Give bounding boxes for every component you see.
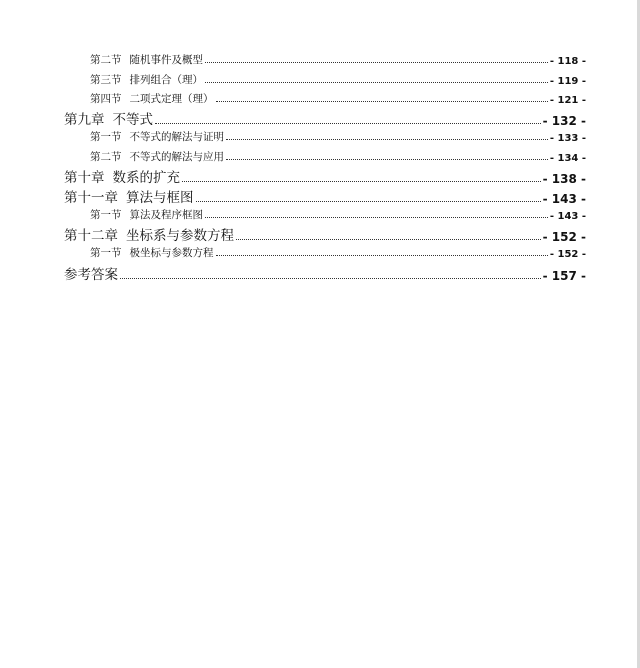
dot-leader <box>236 238 541 240</box>
toc-entry-title: 排列组合（理） <box>129 74 203 86</box>
toc-entry-page: - 133 - <box>549 133 586 144</box>
toc-entry-number: 第二节 <box>90 54 122 66</box>
toc-chapter-number: 第十章 <box>64 170 105 186</box>
toc-chapter[interactable] <box>64 263 586 283</box>
toc-chapter-number: 第十一章 <box>64 190 118 206</box>
toc-entry-title: 二项式定理（理） <box>129 93 214 105</box>
dot-leader <box>205 81 548 83</box>
toc-chapter-page: - 152 - <box>542 230 586 244</box>
toc-chapter-title: 算法与框图 <box>126 190 194 206</box>
toc-entry-page: - 134 - <box>549 153 586 164</box>
toc-entry-title: 不等式的解法与应用 <box>129 151 224 163</box>
toc-entry-title: 算法及程序框图 <box>129 209 203 221</box>
toc-chapter-title: 坐标系与参数方程 <box>126 228 234 244</box>
dot-leader <box>182 180 541 182</box>
toc-entry-number: 第一节 <box>90 209 122 221</box>
toc-entry[interactable] <box>90 91 586 106</box>
toc-entry-number: 第三节 <box>90 74 122 86</box>
toc-entry[interactable] <box>90 52 586 67</box>
dot-leader <box>226 138 548 140</box>
toc-chapter-page: - 157 - <box>542 269 586 283</box>
toc-chapter-number: 参考答案 <box>64 267 118 283</box>
toc-entry-number: 第一节 <box>90 247 122 259</box>
toc-chapter-page: - 132 - <box>542 114 586 128</box>
toc-chapter-page: - 138 - <box>542 172 586 186</box>
toc-entry-number: 第二节 <box>90 151 122 163</box>
dot-leader <box>155 122 541 124</box>
toc-entry[interactable] <box>90 72 586 87</box>
toc-chapter-number: 第九章 <box>64 112 105 128</box>
dot-leader <box>205 216 548 218</box>
toc-entry[interactable] <box>90 207 586 222</box>
dot-leader <box>120 277 541 279</box>
toc-chapter[interactable] <box>64 166 586 186</box>
toc-chapter-title: 不等式 <box>112 112 153 128</box>
toc-chapter[interactable] <box>64 186 586 206</box>
toc-entry-number: 第一节 <box>90 131 122 143</box>
toc-entry-page: - 143 - <box>549 211 586 222</box>
dot-leader <box>226 158 548 160</box>
dot-leader <box>196 200 541 202</box>
toc-chapter[interactable] <box>64 108 586 128</box>
dot-leader <box>205 61 548 63</box>
toc-entry-title: 不等式的解法与证明 <box>129 131 224 143</box>
toc-entry-page: - 152 - <box>549 249 586 260</box>
toc-chapter-page: - 143 - <box>542 192 586 206</box>
toc-entry[interactable] <box>90 149 586 164</box>
dot-leader <box>216 100 548 102</box>
toc-chapter-title: 数系的扩充 <box>112 170 180 186</box>
toc-entry-title: 随机事件及概型 <box>129 54 203 66</box>
toc-entry-title: 极坐标与参数方程 <box>129 247 214 259</box>
toc-entry[interactable] <box>90 245 586 260</box>
toc-entry-page: - 118 - <box>549 56 586 67</box>
toc-entry-number: 第四节 <box>90 93 122 105</box>
toc-chapter-number: 第十二章 <box>64 228 118 244</box>
toc-entry-page: - 121 - <box>549 95 586 106</box>
toc-entry[interactable] <box>90 129 586 144</box>
toc-entry-page: - 119 - <box>549 76 586 87</box>
toc-chapter[interactable] <box>64 224 586 244</box>
dot-leader <box>216 254 548 256</box>
